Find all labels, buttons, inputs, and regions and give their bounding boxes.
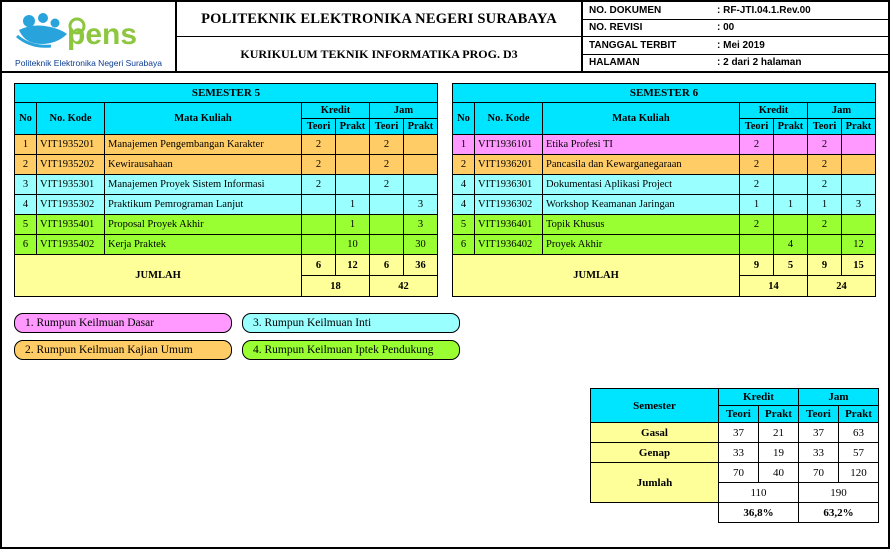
cell-kode: VIT1936401 <box>475 215 543 235</box>
svg-text:pens: pens <box>66 18 137 51</box>
cell-kode: VIT1935302 <box>37 195 105 215</box>
table-row <box>15 235 438 255</box>
cell-mata-kuliah: Pancasila dan Kewarganegaraan <box>543 155 740 175</box>
cell-jam-teori <box>369 195 403 215</box>
col-header-no: No <box>15 103 37 135</box>
cell-jam-teori: 2 <box>807 175 841 195</box>
col-header-kredit: Kredit <box>301 103 369 119</box>
table-row <box>453 155 876 175</box>
pens-logo-icon <box>9 6 169 56</box>
cell-kredit-teori: 2 <box>739 175 773 195</box>
recap-area <box>590 388 878 523</box>
recap-total-kredit: 110 <box>719 483 799 503</box>
col-header-mata-kuliah: Mata Kuliah <box>543 103 740 135</box>
recap-pct-prakt: 63,2% <box>799 503 879 523</box>
document-title-cell <box>177 2 583 71</box>
cell-mata-kuliah: Kerja Praktek <box>105 235 302 255</box>
cell-kredit-teori: 2 <box>739 215 773 235</box>
cell-kredit-teori <box>301 235 335 255</box>
legend-column-left <box>14 313 232 360</box>
cell-jam-teori <box>369 215 403 235</box>
cell-kredit-teori <box>301 215 335 235</box>
col-header-jam: Jam <box>807 103 875 119</box>
semester-5-block <box>14 83 438 297</box>
legend-column-right <box>242 313 460 360</box>
cell-no: 1 <box>453 135 475 155</box>
cell-kredit-prakt: 1 <box>773 195 807 215</box>
cell-kredit-prakt <box>773 135 807 155</box>
semester-5-title: SEMESTER 5 <box>15 84 438 103</box>
cell-mata-kuliah: Manajemen Pengembangan Karakter <box>105 135 302 155</box>
cell-mata-kuliah: Etika Profesi TI <box>543 135 740 155</box>
cell-kredit-prakt: 10 <box>335 235 369 255</box>
cell-kredit-teori: 2 <box>739 155 773 175</box>
col-header-mata-kuliah: Mata Kuliah <box>105 103 302 135</box>
col-header-kode: No. Kode <box>475 103 543 135</box>
recap-gasal-jam-teori: 37 <box>799 423 839 443</box>
meta-label-halaman: HALAMAN <box>589 57 640 69</box>
recap-gasal-kredit-prakt: 21 <box>759 423 799 443</box>
meta-value-revisi: : 00 <box>717 22 735 34</box>
recap-header-kredit-teori: Teori <box>719 406 759 423</box>
cell-kredit-teori: 2 <box>301 155 335 175</box>
legend-item-rumpun-inti: 3. Rumpun Keilmuan Inti <box>242 313 460 333</box>
cell-kredit-prakt <box>335 135 369 155</box>
sum-jam-teori: 6 <box>369 255 403 276</box>
cell-kode: VIT1935201 <box>37 135 105 155</box>
cell-kode: VIT1935301 <box>37 175 105 195</box>
cell-no: 2 <box>15 155 37 175</box>
cell-kode: VIT1936402 <box>475 235 543 255</box>
table-row <box>591 443 879 463</box>
sum-kredit-teori: 6 <box>301 255 335 276</box>
col-header-kredit-teori: Teori <box>739 119 773 135</box>
legend-item-rumpun-iptek-pendukung: 4. Rumpun Keilmuan Iptek Pendukung <box>242 340 460 360</box>
cell-kredit-teori: 1 <box>739 195 773 215</box>
table-row <box>591 503 879 523</box>
table-row <box>15 84 438 103</box>
table-row <box>15 175 438 195</box>
table-row <box>453 235 876 255</box>
recap-spacer <box>591 503 719 523</box>
sum-kredit-teori: 9 <box>739 255 773 276</box>
recap-table <box>590 388 879 523</box>
cell-no: 6 <box>15 235 37 255</box>
legend-item-rumpun-dasar: 1. Rumpun Keilmuan Dasar <box>14 313 232 333</box>
semester-6-title: SEMESTER 6 <box>453 84 876 103</box>
logo-caption: Politeknik Elektronika Negeri Surabaya <box>15 58 162 68</box>
table-row <box>453 135 876 155</box>
cell-jam-teori: 2 <box>369 135 403 155</box>
cell-jam-teori <box>369 235 403 255</box>
col-header-kode: No. Kode <box>37 103 105 135</box>
recap-gasal-jam-prakt: 63 <box>839 423 879 443</box>
cell-kode: VIT1935202 <box>37 155 105 175</box>
cell-jam-teori: 2 <box>807 155 841 175</box>
sum-jam-prakt: 15 <box>841 255 875 276</box>
cell-mata-kuliah: Proyek Akhir <box>543 235 740 255</box>
cell-jam-prakt: 12 <box>841 235 875 255</box>
meta-label-tanggal: TANGGAL TERBIT <box>589 39 677 51</box>
col-header-jam-prakt: Prakt <box>841 119 875 135</box>
cell-mata-kuliah: Topik Khusus <box>543 215 740 235</box>
cell-mata-kuliah: Praktikum Pemrograman Lanjut <box>105 195 302 215</box>
col-header-no: No <box>453 103 475 135</box>
meta-label-revisi: NO. REVISI <box>589 22 643 34</box>
recap-header-jam: Jam <box>799 389 879 406</box>
cell-jam-prakt: 3 <box>403 195 437 215</box>
cell-mata-kuliah: Manajemen Proyek Sistem Informasi <box>105 175 302 195</box>
recap-gasal-kredit-teori: 37 <box>719 423 759 443</box>
recap-row-label-gasal: Gasal <box>591 423 719 443</box>
table-row <box>453 103 876 119</box>
cell-no: 4 <box>453 175 475 195</box>
total-jam: 42 <box>369 276 437 297</box>
recap-genap-jam-prakt: 57 <box>839 443 879 463</box>
semester-6-table <box>452 83 876 297</box>
cell-jam-prakt <box>403 135 437 155</box>
cell-jam-teori: 1 <box>807 195 841 215</box>
meta-value-halaman: : 2 dari 2 halaman <box>717 57 802 69</box>
cell-jam-prakt <box>841 215 875 235</box>
cell-kode: VIT1935402 <box>37 235 105 255</box>
cell-mata-kuliah: Proposal Proyek Akhir <box>105 215 302 235</box>
cell-kredit-prakt: 1 <box>335 195 369 215</box>
cell-jam-prakt <box>841 135 875 155</box>
cell-jam-prakt: 3 <box>403 215 437 235</box>
table-row <box>591 389 879 406</box>
table-row <box>15 155 438 175</box>
cell-kredit-teori <box>301 195 335 215</box>
cell-kode: VIT1936101 <box>475 135 543 155</box>
sum-jam-prakt: 36 <box>403 255 437 276</box>
cell-kredit-prakt: 1 <box>335 215 369 235</box>
table-row <box>15 135 438 155</box>
meta-value-tanggal: : Mei 2019 <box>717 39 765 51</box>
sum-kredit-prakt: 5 <box>773 255 807 276</box>
cell-kredit-prakt <box>773 215 807 235</box>
cell-jam-prakt: 30 <box>403 235 437 255</box>
meta-row-tanggal <box>583 37 888 55</box>
table-row <box>453 84 876 103</box>
total-kredit: 14 <box>739 276 807 297</box>
cell-mata-kuliah: Kewirausahaan <box>105 155 302 175</box>
table-row <box>15 103 438 119</box>
meta-value-dokumen: : RF-JTI.04.1.Rev.00 <box>717 4 811 16</box>
col-header-kredit-prakt: Prakt <box>335 119 369 135</box>
recap-jumlah-kredit-teori: 70 <box>719 463 759 483</box>
col-header-jam-teori: Teori <box>807 119 841 135</box>
cell-jam-teori <box>807 235 841 255</box>
recap-header-semester: Semester <box>591 389 719 423</box>
recap-total-jam: 190 <box>799 483 879 503</box>
cell-kode: VIT1935401 <box>37 215 105 235</box>
cell-jam-prakt <box>841 155 875 175</box>
table-row <box>591 423 879 443</box>
recap-genap-kredit-teori: 33 <box>719 443 759 463</box>
recap-row-label-genap: Genap <box>591 443 719 463</box>
cell-no: 4 <box>453 195 475 215</box>
table-row <box>15 195 438 215</box>
total-jam: 24 <box>807 276 875 297</box>
recap-genap-jam-teori: 33 <box>799 443 839 463</box>
institution-logo-cell <box>2 2 177 71</box>
document-header <box>2 2 888 73</box>
cell-kredit-teori <box>739 235 773 255</box>
cell-no: 6 <box>453 235 475 255</box>
recap-jumlah-kredit-prakt: 40 <box>759 463 799 483</box>
cell-jam-teori: 2 <box>369 175 403 195</box>
cell-kredit-teori: 2 <box>739 135 773 155</box>
col-header-jam: Jam <box>369 103 437 119</box>
cell-kode: VIT1936201 <box>475 155 543 175</box>
cell-kredit-prakt: 4 <box>773 235 807 255</box>
cell-jam-teori: 2 <box>807 215 841 235</box>
cell-jam-prakt <box>841 175 875 195</box>
table-row <box>453 175 876 195</box>
legend-item-rumpun-kajian-umum: 2. Rumpun Keilmuan Kajian Umum <box>14 340 232 360</box>
total-kredit: 18 <box>301 276 369 297</box>
cell-kredit-prakt <box>773 155 807 175</box>
meta-label-dokumen: NO. DOKUMEN <box>589 4 662 16</box>
meta-row-revisi <box>583 20 888 38</box>
sum-label: JUMLAH <box>15 255 302 297</box>
cell-jam-prakt: 3 <box>841 195 875 215</box>
recap-jumlah-jam-prakt: 120 <box>839 463 879 483</box>
cell-no: 3 <box>15 175 37 195</box>
recap-pct-teori: 36,8% <box>719 503 799 523</box>
col-header-kredit-prakt: Prakt <box>773 119 807 135</box>
semester-tables-area <box>2 73 888 297</box>
table-row <box>15 255 438 276</box>
meta-row-halaman <box>583 55 888 72</box>
cell-jam-teori: 2 <box>369 155 403 175</box>
table-row <box>453 195 876 215</box>
recap-row-label-jumlah: Jumlah <box>591 463 719 503</box>
recap-genap-kredit-prakt: 19 <box>759 443 799 463</box>
recap-header-kredit-prakt: Prakt <box>759 406 799 423</box>
table-row <box>591 463 879 483</box>
cell-kode: VIT1936301 <box>475 175 543 195</box>
cell-kredit-prakt <box>335 175 369 195</box>
cell-jam-prakt <box>403 175 437 195</box>
cell-kode: VIT1936302 <box>475 195 543 215</box>
institution-title: POLITEKNIK ELEKTRONIKA NEGERI SURABAYA <box>177 2 581 37</box>
document-subtitle: KURIKULUM TEKNIK INFORMATIKA PROG. D3 <box>240 46 518 61</box>
sum-label: JUMLAH <box>453 255 740 297</box>
sum-jam-teori: 9 <box>807 255 841 276</box>
recap-header-jam-prakt: Prakt <box>839 406 879 423</box>
cell-kredit-teori: 2 <box>301 135 335 155</box>
col-header-jam-teori: Teori <box>369 119 403 135</box>
cell-jam-prakt <box>403 155 437 175</box>
table-row <box>453 255 876 276</box>
cell-kredit-prakt <box>335 155 369 175</box>
semester-5-table <box>14 83 438 297</box>
table-row <box>15 215 438 235</box>
cell-no: 2 <box>453 155 475 175</box>
cell-jam-teori: 2 <box>807 135 841 155</box>
cell-kredit-prakt <box>773 175 807 195</box>
cell-no: 5 <box>453 215 475 235</box>
cell-mata-kuliah: Workshop Keamanan Jaringan <box>543 195 740 215</box>
sum-kredit-prakt: 12 <box>335 255 369 276</box>
meta-row-dokumen <box>583 2 888 20</box>
cell-mata-kuliah: Dokumentasi Aplikasi Project <box>543 175 740 195</box>
legend-area <box>2 297 888 360</box>
cell-no: 4 <box>15 195 37 215</box>
cell-kredit-teori: 2 <box>301 175 335 195</box>
cell-no: 1 <box>15 135 37 155</box>
recap-header-kredit: Kredit <box>719 389 799 406</box>
table-row <box>453 215 876 235</box>
recap-header-jam-teori: Teori <box>799 406 839 423</box>
col-header-kredit: Kredit <box>739 103 807 119</box>
recap-jumlah-jam-teori: 70 <box>799 463 839 483</box>
semester-6-block <box>452 83 876 297</box>
cell-no: 5 <box>15 215 37 235</box>
col-header-kredit-teori: Teori <box>301 119 335 135</box>
document-meta-cell <box>583 2 888 71</box>
col-header-jam-prakt: Prakt <box>403 119 437 135</box>
